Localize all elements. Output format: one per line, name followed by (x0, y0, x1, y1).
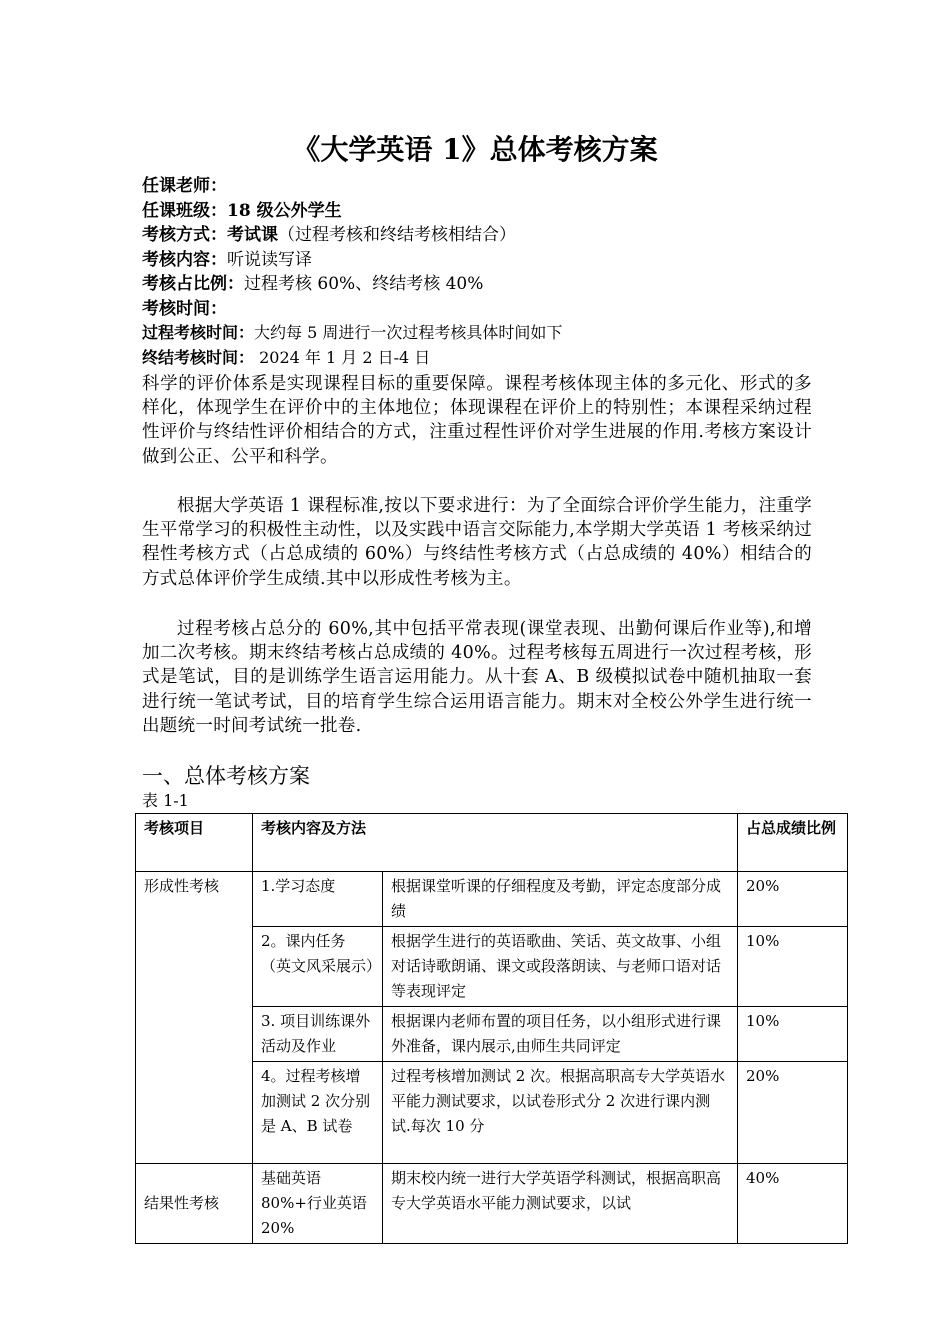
content-label: 考核内容： (142, 249, 227, 270)
header-ratio: 占总成绩比例 (738, 814, 848, 872)
header-method: 考核内容及方法 (253, 814, 738, 872)
row-method: 根据课堂听课的仔细程度及考勤，评定态度部分成绩 (383, 872, 738, 927)
meta-class (142, 199, 822, 224)
row-method: 过程考核增加测试 2 次。根据高职高专大学英语水平能力测试要求，以试卷形式分 2 次进行课内测试.每次 10 分 (383, 1062, 738, 1164)
table-row (136, 1164, 848, 1244)
header-item: 考核项目 (136, 814, 253, 872)
section-heading: 一、总体考核方案 (142, 764, 310, 788)
meta-process-time (142, 321, 822, 346)
ratio-value: 过程考核 60%、终结考核 40% (244, 274, 484, 294)
teacher-label: 任课老师： (142, 176, 227, 196)
method-note: （过程考核和终结考核相结合） (278, 225, 516, 245)
meta-time (142, 297, 822, 322)
table-caption: 表 1-1 (142, 791, 189, 810)
process-time-value: 大约每 5 周进行一次过程考核具体时间如下 (254, 323, 563, 342)
row-item: 1.学习态度 (253, 872, 383, 927)
ratio-label: 考核占比例： (142, 274, 244, 294)
meta-method (142, 223, 822, 248)
content-value: 听说读写译 (227, 249, 312, 270)
method-label: 考核方式： (142, 225, 227, 245)
row-item: 2。课内任务（英文风采展示） (253, 927, 383, 1007)
process-time-label: 过程考核时间： (142, 323, 255, 342)
row-method: 根据课内老师布置的项目任务，以小组形式进行课外准备，课内展示,由师生共同评定 (383, 1007, 738, 1062)
row-ratio: 20% (738, 872, 848, 927)
paragraph-2: 根据大学英语 1 课程标准,按以下要求进行：为了全面综合评价学生能力，注重学生平常学习的积极性主动性，以及实践中语言交际能力,本学期大学英语 1 考核采纳过程性考核方式（占总成绩的 60%）与终结性考核方式（占总成绩的 40%）相结合的方式总体评价学生成绩.其中以形成性考核为主。 (142, 496, 812, 589)
final-time-label: 终结考核时间： (142, 347, 255, 367)
meta-block (142, 174, 822, 370)
meta-content (142, 248, 822, 273)
meta-ratio (142, 272, 822, 297)
assessment-table (135, 813, 848, 1244)
group-formative: 形成性考核 (136, 872, 253, 1164)
row-method: 根据学生进行的英语歌曲、笑话、英文故事、小组对话诗歌朗诵、课文或段落朗读、与老师口语对话等表现评定 (383, 927, 738, 1007)
table-header-row (136, 814, 848, 872)
meta-final-time (142, 346, 822, 371)
row-ratio: 20% (738, 1062, 848, 1164)
document-title: 《大学英语 1》总体考核方案 (292, 133, 658, 166)
method-value: 考试课 (227, 225, 278, 245)
paragraph-1: 科学的评价体系是实现课程目标的重要保障。课程考核体现主体的多元化、形式的多样化，体现学生在评价中的主体地位；体现课程在评价上的特别性；本课程采纳过程性评价与终结性评价相结合的方式，注重过程性评价对学生进展的作用.考核方案设计做到公正、公平和科学。 (142, 374, 812, 467)
row-ratio: 10% (738, 1007, 848, 1062)
class-value: 18 级公外学生 (227, 200, 342, 221)
row-item: 4。过程考核增加测试 2 次分别是 A、B 试卷 (253, 1062, 383, 1164)
class-label: 任课班级： (142, 200, 227, 221)
table-row (136, 872, 848, 927)
time-label: 考核时间： (142, 298, 227, 319)
row-item: 3. 项目训练课外活动及作业 (253, 1007, 383, 1062)
paragraph-3: 过程考核占总分的 60%,其中包括平常表现(课堂表现、出勤何课后作业等),和增加二次考核。期末终结考核占总成绩的 40%。过程考核每五周进行一次过程考核，形式是笔试，目的是训练学生语言运用能力。从十套 A、B 级模拟试卷中随机抽取一套进行统一笔试考试，目的培育学生综合运用语言能力。期末对全校公外学生进行统一出题统一时间考试统一批卷. (142, 619, 812, 736)
row-ratio: 10% (738, 927, 848, 1007)
row-method: 期末校内统一进行大学英语学科测试，根据高职高专大学英语水平能力测试要求，以试 (383, 1164, 738, 1244)
final-time-value: 2024 年 1 月 2 日-4 日 (254, 347, 431, 367)
row-ratio: 40% (738, 1164, 848, 1244)
meta-teacher (142, 174, 822, 199)
row-item: 基础英语 80%+行业英语 20% (253, 1164, 383, 1244)
group-summative: 结果性考核 (136, 1164, 253, 1244)
